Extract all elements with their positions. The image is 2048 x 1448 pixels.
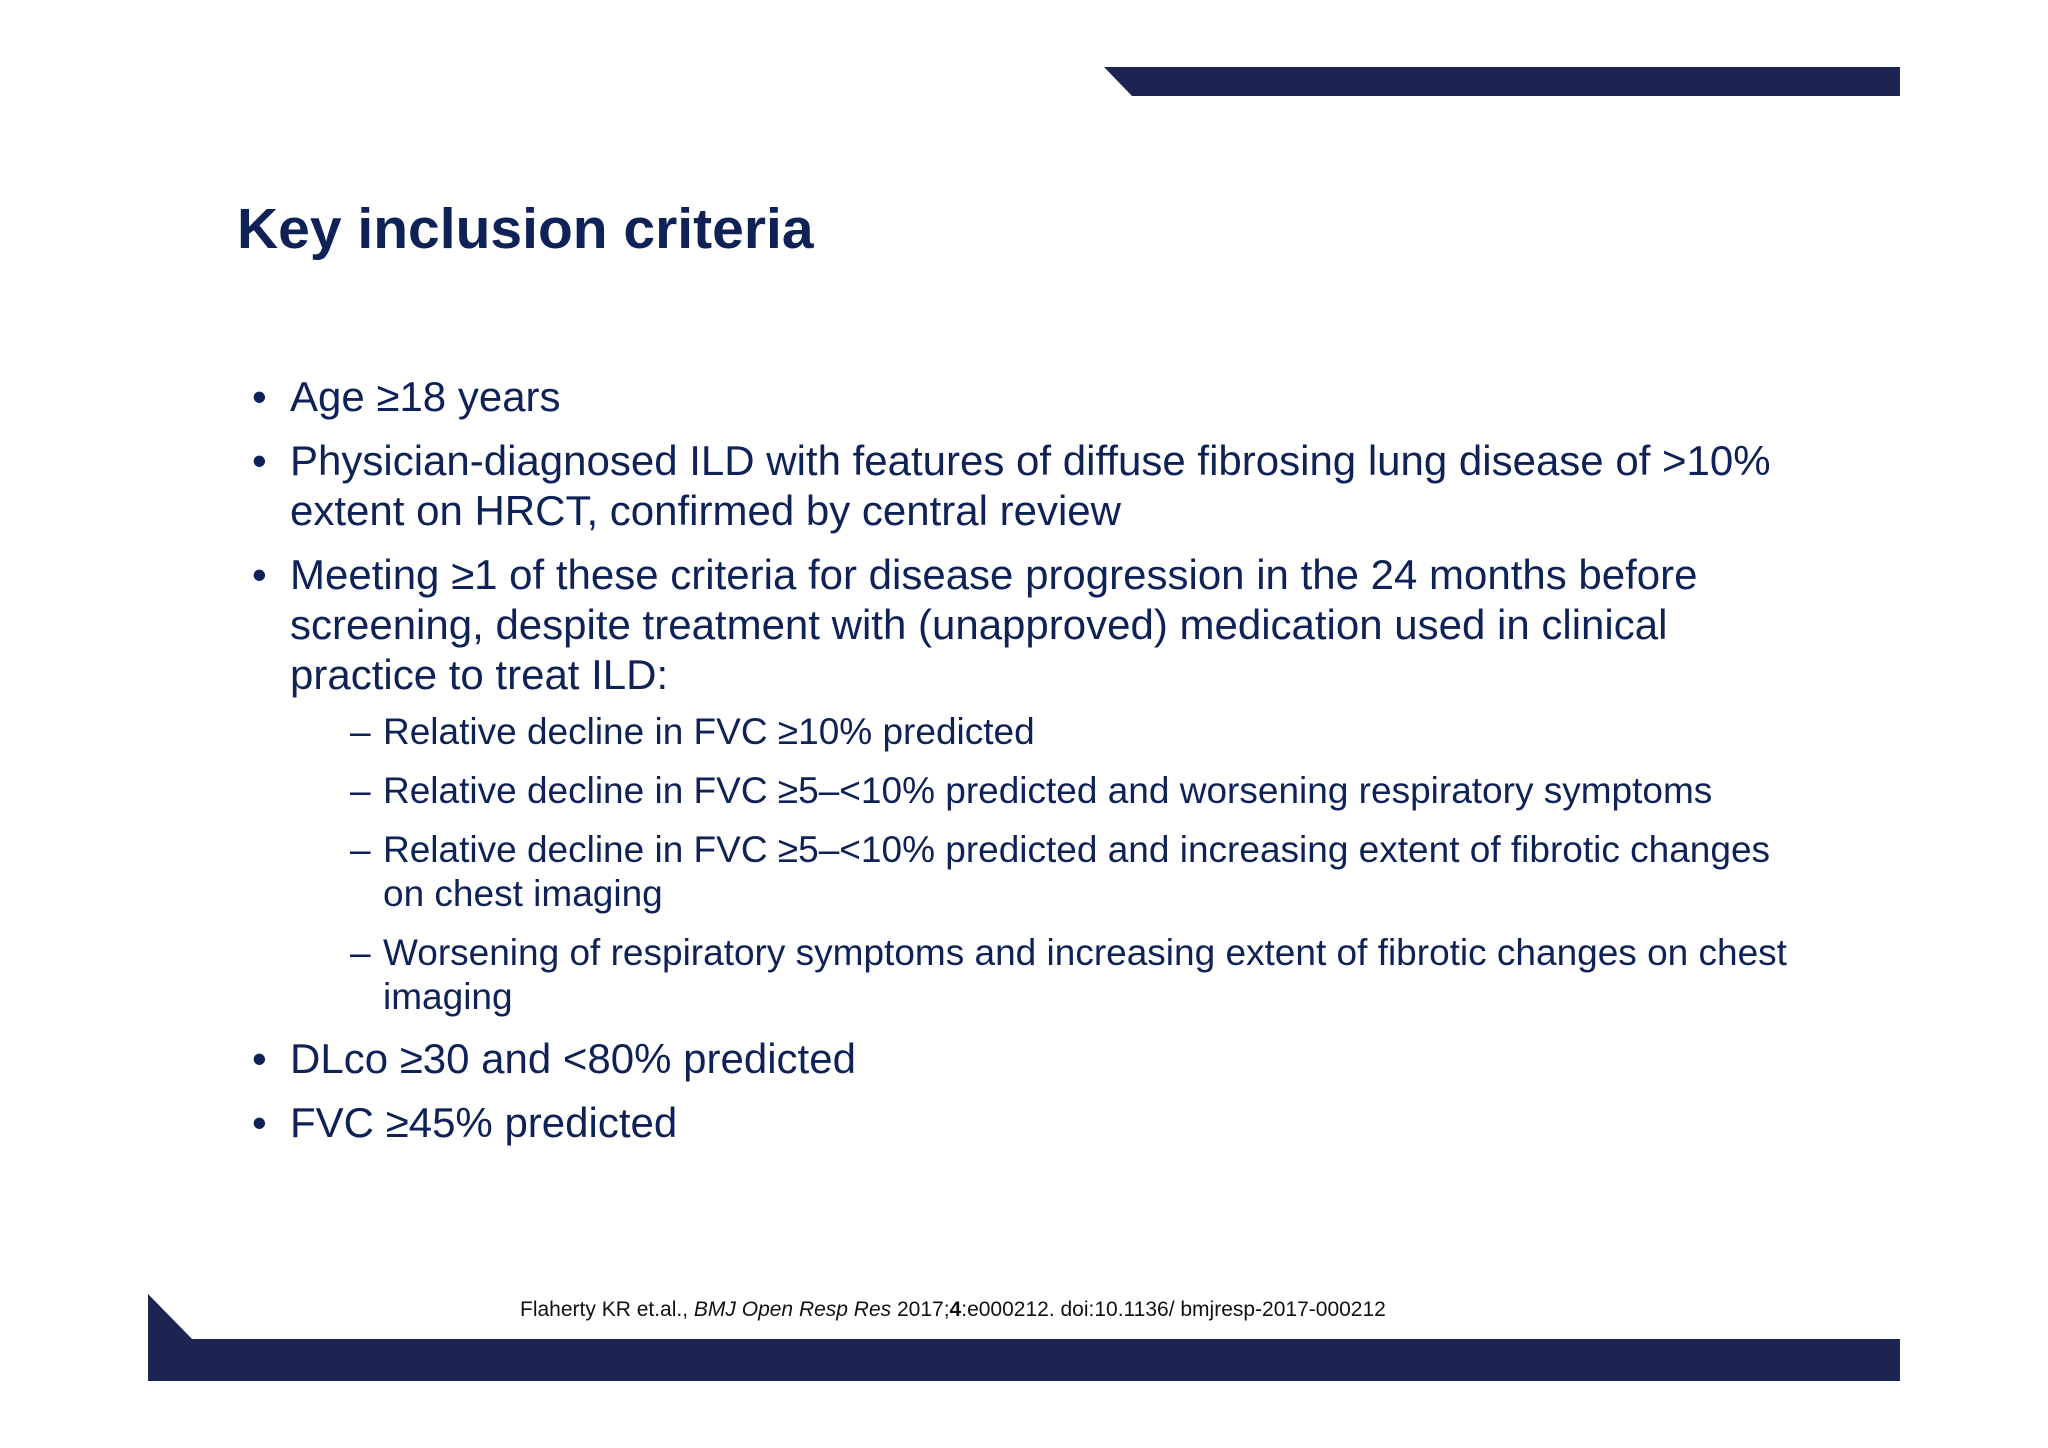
dash-icon: – <box>350 770 371 811</box>
criterion-dlco <box>252 1034 1812 1084</box>
citation-volume: 4 <box>949 1298 962 1321</box>
subcriterion-text: Worsening of respiratory symptoms and increasing extent of fibrotic changes on chest imaging <box>383 932 1787 1017</box>
progression-subcriteria-list <box>290 710 1812 1019</box>
subcriterion-text: Relative decline in FVC ≥5–<10% predicted and worsening respiratory symptoms <box>383 770 1713 811</box>
subcriterion-fvc-decline-10 <box>290 710 1812 754</box>
criterion-text: Meeting ≥1 of these criteria for disease progression in the 24 months before screening, despite treatment with (unapproved) medication used in clinical practice to treat ILD: <box>290 551 1698 698</box>
citation-year: 2017; <box>891 1298 950 1321</box>
criterion-text: Physician-diagnosed ILD with features of diffuse fibrosing lung disease of >10% extent on HRCT, confirmed by central review <box>290 437 1771 534</box>
dash-icon: – <box>350 829 371 870</box>
citation-doi: :e000212. doi:10.1136/ bmjresp-2017-000212 <box>961 1298 1386 1321</box>
citation-authors: Flaherty KR et.al., <box>520 1298 694 1321</box>
criterion-ild-diagnosis <box>252 436 1812 536</box>
subcriterion-text: Relative decline in FVC ≥10% predicted <box>383 711 1035 752</box>
inclusion-criteria-list <box>252 372 1812 1162</box>
bullet-icon: • <box>252 373 267 420</box>
dash-icon: – <box>350 932 371 973</box>
criterion-age <box>252 372 1812 422</box>
page-title: Key inclusion criteria <box>237 197 814 261</box>
criterion-text: FVC ≥45% predicted <box>290 1099 678 1146</box>
top-decorative-band <box>1104 67 1900 96</box>
bottom-decorative-band <box>148 1339 1900 1381</box>
subcriterion-text: Relative decline in FVC ≥5–<10% predicted and increasing extent of fibrotic changes on chest imaging <box>383 829 1771 914</box>
citation-journal: BMJ Open Resp Res <box>693 1298 892 1321</box>
criterion-disease-progression <box>252 550 1812 1019</box>
subcriterion-symptoms-imaging <box>290 931 1812 1019</box>
bottom-corner-decoration <box>148 1294 193 1340</box>
criterion-text: DLco ≥30 and <80% predicted <box>290 1035 856 1082</box>
subcriterion-fvc-decline-imaging <box>290 828 1812 916</box>
criterion-text: Age ≥18 years <box>290 373 561 420</box>
bullet-icon: • <box>252 1035 267 1082</box>
subcriterion-fvc-decline-symptoms <box>290 769 1812 813</box>
bullet-icon: • <box>252 437 267 484</box>
bullet-icon: • <box>252 1099 267 1146</box>
dash-icon: – <box>350 711 371 752</box>
bullet-icon: • <box>252 551 267 598</box>
criterion-fvc <box>252 1098 1812 1148</box>
citation <box>520 1298 1386 1322</box>
